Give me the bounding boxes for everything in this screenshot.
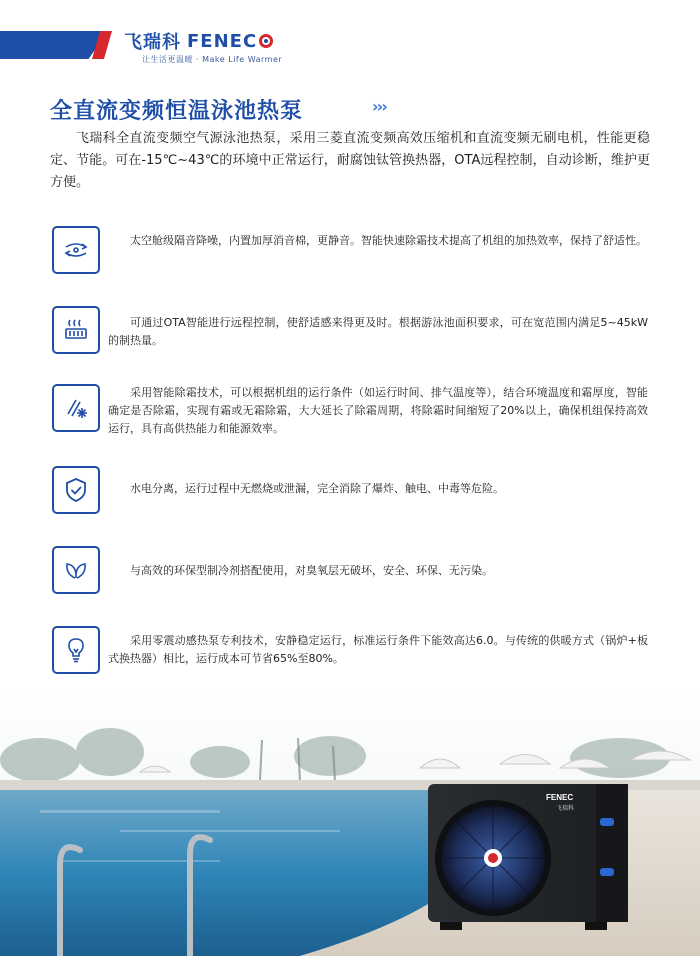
page-title: 全直流变频恒温泳池热泵 xyxy=(50,99,304,124)
brand-slogan: 让生活更温暖 · Make Life Warmer xyxy=(142,55,283,64)
feature-item xyxy=(52,306,652,366)
feature-text: 采用智能除霜技术，可以根据机组的运行条件（如运行时间、排气温度等），结合环境温度和霜厚度，智能确定是否除霜，实现有霜或无霜除霜，大大延长了除霜周期，将除霜时间缩短了20%以上，确保机组保持高效运行，具有高供热能力和能源效率。 xyxy=(108,386,648,435)
header-blue-stripe xyxy=(0,31,108,59)
feature-item xyxy=(52,384,652,444)
unit-brand-label-cn: 飞瑞科 xyxy=(556,805,575,812)
header xyxy=(0,0,700,80)
feature-text: 采用零震动感热泵专利技术，安静稳定运行，标准运行条件下能效高达6.0。与传统的供暖方式（锅炉+板式换热器）相比，运行成本可节省65%至80%。 xyxy=(108,634,648,665)
heater-icon xyxy=(52,306,100,354)
fan-airflow-icon xyxy=(52,226,100,274)
brand-logo xyxy=(124,30,273,52)
brand-name-cn: 飞瑞科 xyxy=(124,32,181,53)
feature-item xyxy=(52,626,652,686)
heat-pump-unit xyxy=(428,784,628,930)
feature-text: 太空舱级隔音降噪，内置加厚消音棉，更静音。智能快速除霜技术提高了机组的加热效率，保持了舒适性。 xyxy=(130,234,647,247)
feature-item xyxy=(52,226,652,286)
pool-scene-image xyxy=(0,690,700,956)
defrost-icon xyxy=(52,384,100,432)
feature-item xyxy=(52,466,652,526)
lightbulb-icon xyxy=(52,626,100,674)
feature-text: 可通过OTA智能进行远程控制，使舒适感来得更及时。根据游泳池面积要求，可在宽范围内满足5~45kW的制热量。 xyxy=(108,316,648,347)
title-arrows-icon: ››› xyxy=(372,97,386,116)
feature-text: 水电分离，运行过程中无燃烧或泄漏，完全消除了爆炸、触电、中毒等危险。 xyxy=(130,482,504,495)
brand-mark-icon xyxy=(259,34,273,48)
feature-item xyxy=(52,546,652,606)
brand-name-en: FENEC xyxy=(187,30,258,52)
shield-check-icon xyxy=(52,466,100,514)
intro-paragraph: 飞瑞科全直流变频空气源泳池热泵，采用三菱直流变频高效压缩机和直流变频无刷电机，性能更稳定、节能。可在-15℃~43℃的环境中正常运行，耐腐蚀钛管换热器，OTA远程控制，自动诊断，维护更方便。 xyxy=(50,131,650,190)
feature-text: 与高效的环保型制冷剂搭配使用，对臭氧层无破坏，安全、环保、无污染。 xyxy=(130,564,493,577)
unit-brand-label: FENEC xyxy=(546,793,574,802)
leaf-icon xyxy=(52,546,100,594)
